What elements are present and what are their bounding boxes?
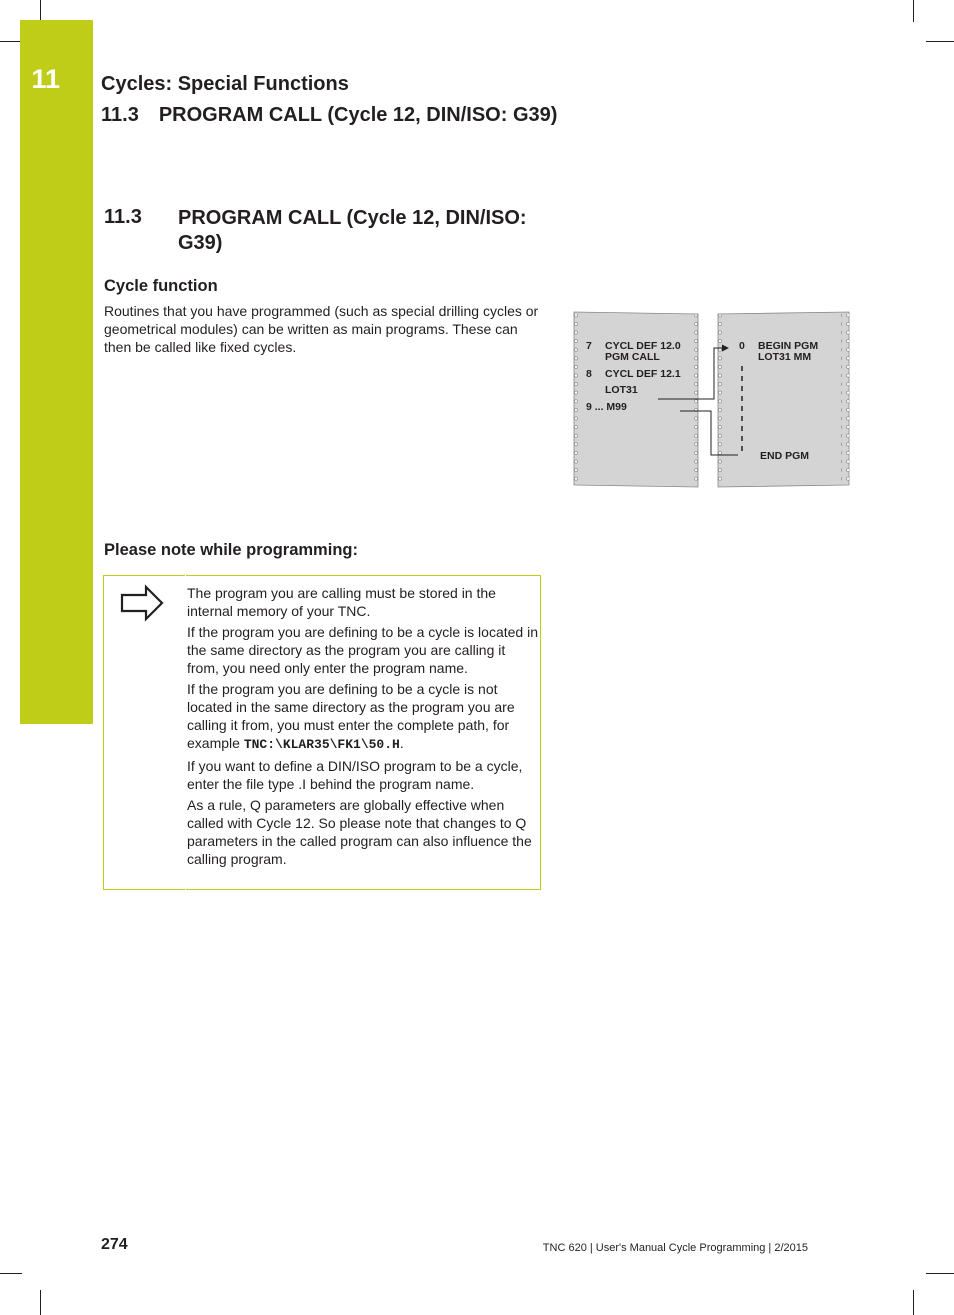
running-section-header	[101, 104, 557, 127]
note-paragraph-text: .	[399, 735, 404, 751]
cycle-function-heading: Cycle function	[104, 277, 218, 295]
crop-mark	[926, 41, 954, 42]
crop-mark	[40, 1290, 41, 1315]
chapter-number: 11	[31, 64, 60, 94]
section-number: 11.3	[104, 206, 142, 228]
diagram-text: END PGM	[760, 450, 810, 462]
chapter-title: Cycles: Special Functions	[101, 73, 349, 95]
diagram-text: LOT31	[605, 384, 638, 396]
crop-mark	[0, 41, 22, 42]
diagram-text: PGM CALL	[605, 351, 660, 363]
running-section-number: 11.3	[101, 104, 139, 126]
page-number: 274	[101, 1236, 128, 1253]
note-paragraph: If you want to define a DIN/ISO program to be a cycle, enter the file type .I behind the program name.	[187, 758, 523, 792]
note-paragraph	[187, 680, 539, 754]
section-title: PROGRAM CALL (Cycle 12, DIN/ISO: G39)	[178, 207, 527, 254]
diagram-text: BEGIN PGM	[758, 340, 819, 352]
chapter-tab	[20, 20, 93, 724]
diagram-text: 9 ... M99	[586, 401, 627, 413]
diagram-line-number: 0	[739, 340, 745, 352]
note-paragraph: The program you are calling must be stored in the internal memory of your TNC.	[187, 585, 496, 619]
note-text	[187, 584, 539, 871]
program-call-diagram	[572, 311, 852, 489]
crop-mark	[913, 0, 914, 22]
running-section-title: PROGRAM CALL (Cycle 12, DIN/ISO: G39)	[158, 104, 558, 126]
note-paragraph-text: If the program you are defining to be a cycle is not located in the same directory as the program you are calling it from, you must enter the complete path, for example	[187, 681, 515, 751]
note-paragraph: As a rule, Q parameters are globally effective when called with Cycle 12. So please note that changes to Q parameters in the called program can also influence the calling program.	[187, 797, 532, 867]
note-heading: Please note while programming:	[104, 541, 358, 559]
diagram-text: CYCL DEF 12.0	[605, 340, 681, 352]
note-paragraph: If the program you are defining to be a cycle is located in the same directory as the program you are calling it from, you need only enter the program name.	[187, 624, 538, 676]
diagram-line-number: 8	[586, 368, 592, 380]
arrow-right-icon	[118, 584, 168, 624]
diagram-text: LOT31 MM	[758, 351, 812, 363]
crop-mark	[0, 1273, 22, 1274]
footer-text: TNC 620 | User's Manual Cycle Programming | 2/2015	[542, 1242, 808, 1254]
path-example: TNC:\KLAR35\FK1\50.H	[243, 737, 400, 752]
diagram-line-number: 7	[586, 340, 592, 352]
crop-mark	[40, 0, 41, 22]
note-box	[103, 575, 541, 890]
diagram-text: CYCL DEF 12.1	[605, 368, 681, 380]
cycle-function-text: Routines that you have programmed (such as special drilling cycles or geometrical modules) can be written as main programs. These can then be called like fixed cycles.	[104, 303, 539, 355]
crop-mark	[913, 1290, 914, 1315]
crop-mark	[926, 1273, 954, 1274]
